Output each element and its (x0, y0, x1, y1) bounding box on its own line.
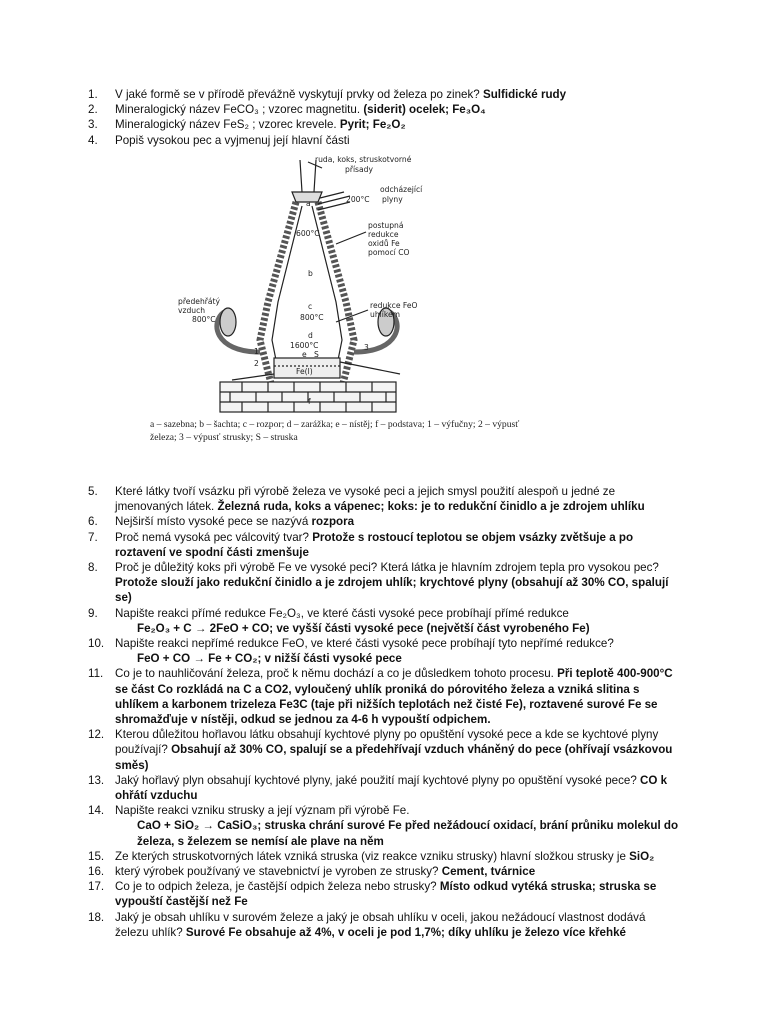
label-temp-200: 200°C (346, 195, 370, 204)
label-1: 1 (254, 347, 259, 356)
question-text: Kterou důležitou hořlavou látku obsahují kychtové plyny po opuštění vysoké pece a kde se kychtové plyny používají? (115, 728, 659, 757)
answer-text: Sulfidické rudy (482, 88, 567, 101)
list-item (0, 910, 768, 940)
answer-text: Místo odkud vytéká struska; struska se vypouští častější než Fe (115, 880, 657, 909)
label-reduction-1: postupná (368, 221, 404, 230)
answer-text: (siderit) ocelek; Fe₃O₄ (363, 103, 486, 117)
question-text: Napište reakci vzniku strusky a její význam při výrobě Fe. (115, 804, 410, 818)
list-item (0, 117, 768, 132)
caption-line-2: železa; 3 – výpusť strusky; S – struska (150, 432, 298, 443)
list-item (0, 727, 768, 773)
item-number: 16. (88, 865, 105, 879)
question-text: Mineralogický název FeS₂ ; vzorec krevele. (115, 118, 337, 132)
label-charge: ruda, koks, struskotvorné (315, 155, 412, 164)
label-feo-1: redukce FeO (370, 301, 418, 310)
item-number: 18. (88, 910, 105, 924)
blast-furnace-drawing (150, 152, 570, 417)
answer-text: FeO + CO → Fe + CO₂; v nižší části vysoké pece (137, 652, 402, 666)
question-text: Jaký je obsah uhlíku v surovém železe a jaký je obsah uhlíku v oceli, jakou nežádoucí vlastnost dodává železu uhlík? (115, 910, 646, 939)
list-item (0, 560, 768, 606)
label-reduction-2: redukce (368, 230, 399, 239)
item-number: 13. (88, 773, 105, 787)
answer-text: Při teplotě 400-900°C se část Co rozkládá na C a CO2, vyloučený uhlík proniká do pórovitého železa a vzniká slitina s uhlíkem a karbonem trizeleza Fe3C (taje při nižších teplotách než čisté Fe), roztavené surové Fe se shromažďuje v nístěji, odkud se jednou za 4-6 h vypouští odpichem. (115, 667, 673, 727)
item-number: 12. (88, 728, 105, 742)
answer-text: Cement, tvárnice (441, 865, 536, 879)
list-item (0, 879, 768, 909)
answer-text: Protože s rostoucí teplotou se objem vsázky zvětšuje a po roztavení ve spodní části zmenšuje (115, 530, 634, 559)
list-item (0, 849, 768, 864)
item-number: 9. (88, 606, 98, 620)
list-item (0, 606, 768, 636)
label-reduction-4: pomocí CO (368, 248, 410, 257)
label-s: S (314, 350, 319, 359)
label-temp-600: 600°C (296, 229, 320, 238)
question-text: Nejširší místo vysoké pece se nazývá (115, 515, 309, 529)
answer-text: Obsahují až 30% CO, spalují se a předehřívají vzduch vháněný do pece (ohřívají vsázkovou směs) (115, 743, 673, 772)
caption-line-1: a – sazebna; b – šachta; c – rozpor; d – zarážka; e – nístěj; f – podstava; 1 – výfučny; 2 – výpusť (150, 419, 520, 430)
answer-text: Pyrit; Fe₂O₂ (339, 118, 406, 132)
question-text: Napište reakci přímé redukce Fe₂O₃, ve které části vysoké pece probíhají přímé redukce (115, 606, 569, 620)
item-number: 17. (88, 880, 105, 894)
list-item (0, 133, 768, 148)
question-text: Ze kterých struskotvorných látek vzniká struska (viz reakce vzniku strusky) hlavní složkou strusky je (115, 849, 626, 863)
label-f: f (308, 397, 311, 406)
label-preheated-1: předehřátý (178, 297, 220, 306)
question-text: Mineralogický název FeCO₃ ; vzorec magnetitu. (115, 103, 361, 117)
answer-text: SiO₂ (629, 849, 655, 863)
question-text: V jaké formě se v přírodě převážně vyskytují prvky od železa po zinek? (115, 88, 480, 101)
list-item (0, 666, 768, 727)
item-number: 1. (88, 88, 98, 101)
label-3: 3 (364, 343, 369, 352)
label-2: 2 (254, 359, 259, 368)
answer-text: Železná ruda, koks a vápenec; koks: je to redukční činidlo a je zdrojem uhlíku (217, 500, 645, 514)
list-item (0, 803, 768, 849)
label-temp-800b: 800°C (300, 313, 324, 322)
item-number: 11. (88, 667, 104, 681)
label-additives: přísady (345, 165, 373, 174)
label-gases-2: plyny (382, 195, 403, 204)
label-feo-2: uhlíkem (370, 310, 401, 319)
list-item (0, 530, 768, 560)
answer-text: rozpora (311, 515, 355, 529)
answer-text: Fe₂O₃ + C → 2FeO + CO; ve vyšší části vysoké pece (největší část vyrobeného Fe) (137, 621, 590, 635)
item-number: 10. (88, 637, 105, 651)
item-number: 7. (88, 530, 98, 544)
question-text: Co je to nauhličování železa, proč k němu dochází a co je důsledkem tohoto procesu. (115, 667, 554, 681)
label-e: e (302, 350, 307, 359)
label-reduction-3: oxidů Fe (368, 239, 400, 248)
question-text: Co je to odpich železa, je častější odpich železa nebo strusky? (115, 880, 437, 894)
list-item (0, 773, 768, 803)
label-gases-1: odcházející (380, 185, 423, 194)
item-number: 5. (88, 485, 98, 498)
figure-caption (150, 418, 570, 444)
question-text: Napište reakci nepřímé redukce FeO, ve které části vysoké pece probíhají tyto nepřímé redukce? (115, 637, 614, 651)
question-list-part1 (0, 87, 768, 148)
label-temp-1600: 1600°C (290, 341, 319, 350)
question-text: Popiš vysokou pec a vyjmenuj její hlavní části (115, 133, 350, 147)
question-list-part2 (0, 484, 768, 940)
label-d: d (308, 331, 313, 340)
question-text: Které látky tvoří vsázku při výrobě železa ve vysoké peci a jejich smysl použití alespoň u jedné ze jmenovaných látek. (115, 485, 616, 514)
blast-furnace-diagram (150, 152, 570, 452)
question-text: Proč nemá vysoká pec válcovitý tvar? (115, 530, 309, 544)
label-b: b (308, 269, 313, 278)
label-temp-800a: 800°C (192, 315, 216, 324)
list-item (0, 87, 768, 102)
answer-text: Protože slouží jako redukční činidlo a je zdrojem uhlík; krychtové plyny (obsahují až 30% CO, spalují se) (115, 576, 669, 605)
item-number: 8. (88, 561, 98, 575)
question-text: Proč je důležitý koks při výrobě Fe ve vysoké peci? Která látka je hlavním zdrojem tepla pro vysokou pec? (115, 561, 659, 575)
answer-text: Surové Fe obsahuje až 4%, v oceli je pod 1,7%; díky uhlíku je železo více křehké (185, 925, 626, 939)
label-fe: Fe(l) (296, 367, 313, 376)
answer-text: CO k ohřátí vzduchu (115, 773, 668, 803)
answer-text: CaO + SiO₂ → CaSiO₃; struska chrání surové Fe před nežádoucí oxidací, brání průniku molekul do železa, s železem se nemísí ale plave na něm (137, 819, 679, 848)
item-number: 14. (88, 804, 105, 818)
item-number: 15. (88, 849, 105, 863)
label-c: c (308, 302, 313, 311)
item-number: 2. (88, 103, 98, 117)
item-number: 4. (88, 133, 98, 147)
question-text: který výrobek používaný ve stavebnictví je vyroben ze strusky? (115, 865, 439, 879)
list-item (0, 514, 768, 529)
list-item (0, 484, 768, 514)
label-preheated-2: vzduch (178, 306, 206, 315)
list-item (0, 864, 768, 879)
question-text: Jaký hořlavý plyn obsahují kychtové plyny, jaké použití mají kychtové plyny po opuštění vysoké pece? (115, 773, 637, 787)
item-number: 3. (88, 118, 98, 132)
list-item (0, 636, 768, 666)
item-number: 6. (88, 515, 98, 529)
label-a: a (306, 199, 311, 208)
list-item (0, 102, 768, 117)
